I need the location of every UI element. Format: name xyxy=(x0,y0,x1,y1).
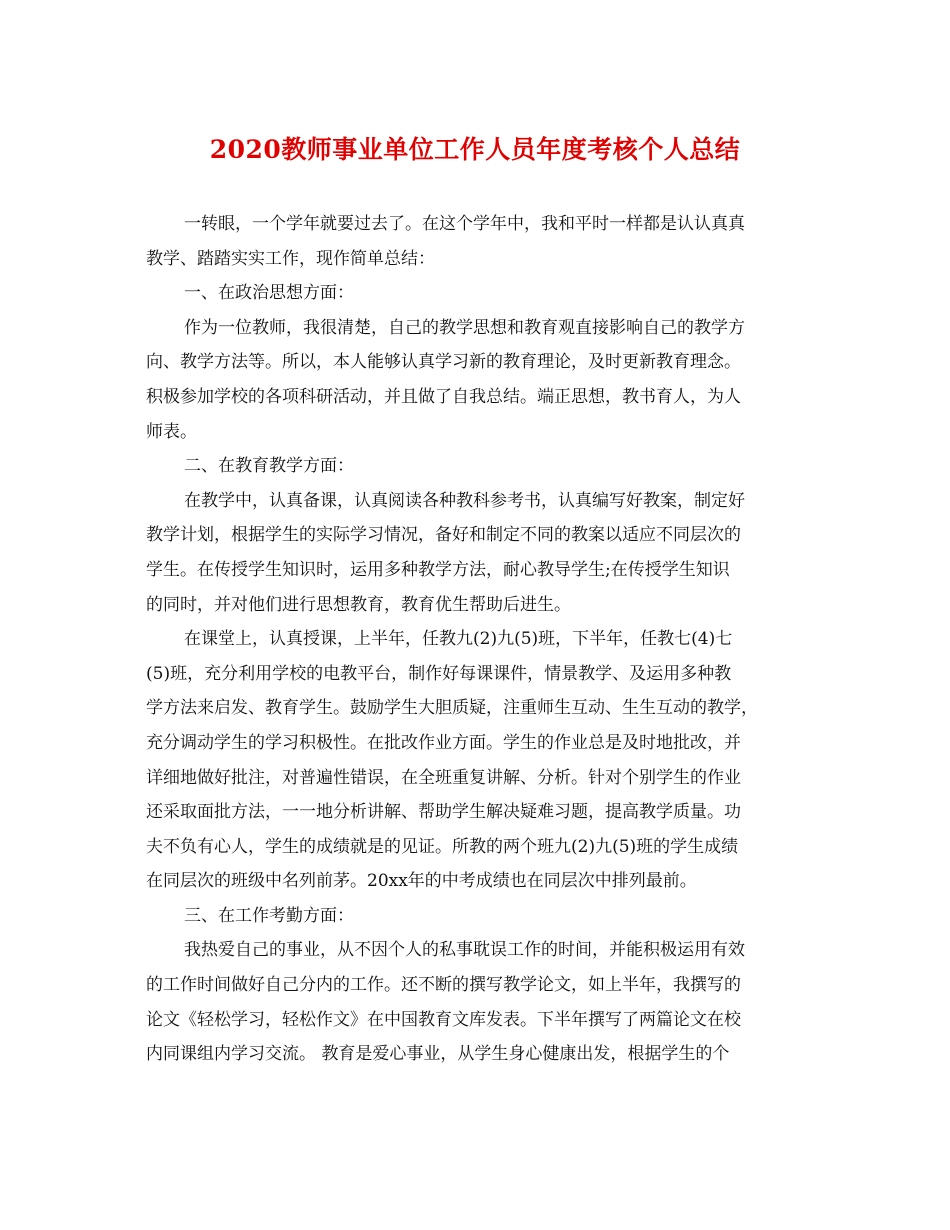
text-line: 师表。 xyxy=(146,421,197,442)
text-line: 详细地做好批注，对普遍性错误，在全班重复讲解、分析。针对个别学生的作业 xyxy=(146,767,741,788)
text-line: 一、在政治思想方面： xyxy=(184,283,354,304)
text-line: 教学、踏踏实实工作，现作简单总结： xyxy=(146,248,435,269)
text-line: 向、教学方法等。所以，本人能够认真学习新的教育理论，及时更新教育理念。 xyxy=(146,352,741,373)
text-line: 我热爱自己的事业，从不因个人的私事耽误工作的时间，并能积极运用有效 xyxy=(184,940,745,961)
text-line: 作为一位教师，我很清楚，自己的教学思想和教育观直接影响自己的教学方 xyxy=(184,317,745,338)
document-title: 2020教师事业单位工作人员年度考核个人总结 xyxy=(209,135,741,164)
text-line: 在课堂上，认真授课，上半年，任教九(2)九(5)班，下半年，任教七(4)七 xyxy=(184,629,733,650)
text-line: 三、在工作考勤方面： xyxy=(184,905,354,926)
text-line: 二、在教育教学方面： xyxy=(184,456,354,477)
text-line: 内同课组内学习交流。 教育是爱心事业，从学生身心健康出发，根据学生的个 xyxy=(146,1044,730,1065)
text-line: 学方法来启发、教育学生。鼓励学生大胆质疑，注重师生互动、生生互动的教学， xyxy=(146,698,758,719)
text-line: (5)班，充分利用学校的电教平台，制作好每课课件，情景教学、及运用多种教 xyxy=(146,663,732,684)
text-line: 在教学中，认真备课，认真阅读各种教科参考书，认真编写好教案，制定好 xyxy=(184,490,745,511)
text-line: 还采取面批方法，一一地分析讲解、帮助学生解决疑难习题，提高教学质量。功 xyxy=(146,802,741,823)
text-line: 充分调动学生的学习积极性。在批改作业方面。学生的作业总是及时地批改，并 xyxy=(146,732,741,753)
document-body xyxy=(146,207,808,1072)
text-line: 积极参加学校的各项科研活动，并且做了自我总结。端正思想，教书育人，为人 xyxy=(146,386,741,407)
text-line: 的同时，并对他们进行思想教育，教育优生帮助后进生。 xyxy=(146,594,571,615)
text-line: 教学计划，根据学生的实际学习情况，备好和制定不同的教案以适应不同层次的 xyxy=(146,525,741,546)
text-line: 在同层次的班级中名列前茅。20xx年的中考成绩也在同层次中排列最前。 xyxy=(146,871,697,892)
text-line: 的工作时间做好自己分内的工作。还不断的撰写教学论文，如上半年，我撰写的 xyxy=(146,975,741,996)
text-line: 学生。在传授学生知识时，运用多种教学方法，耐心教导学生;在传授学生知识 xyxy=(146,559,730,580)
text-line: 一转眼，一个学年就要过去了。在这个学年中，我和平时一样都是认认真真 xyxy=(184,214,745,234)
text-line: 夫不负有心人，学生的成绩就是的见证。所教的两个班九(2)九(5)班的学生成绩 xyxy=(146,836,739,857)
text-line: 论文《轻松学习，轻松作文》在中国教育文库发表。下半年撰写了两篇论文在校 xyxy=(146,1009,741,1030)
